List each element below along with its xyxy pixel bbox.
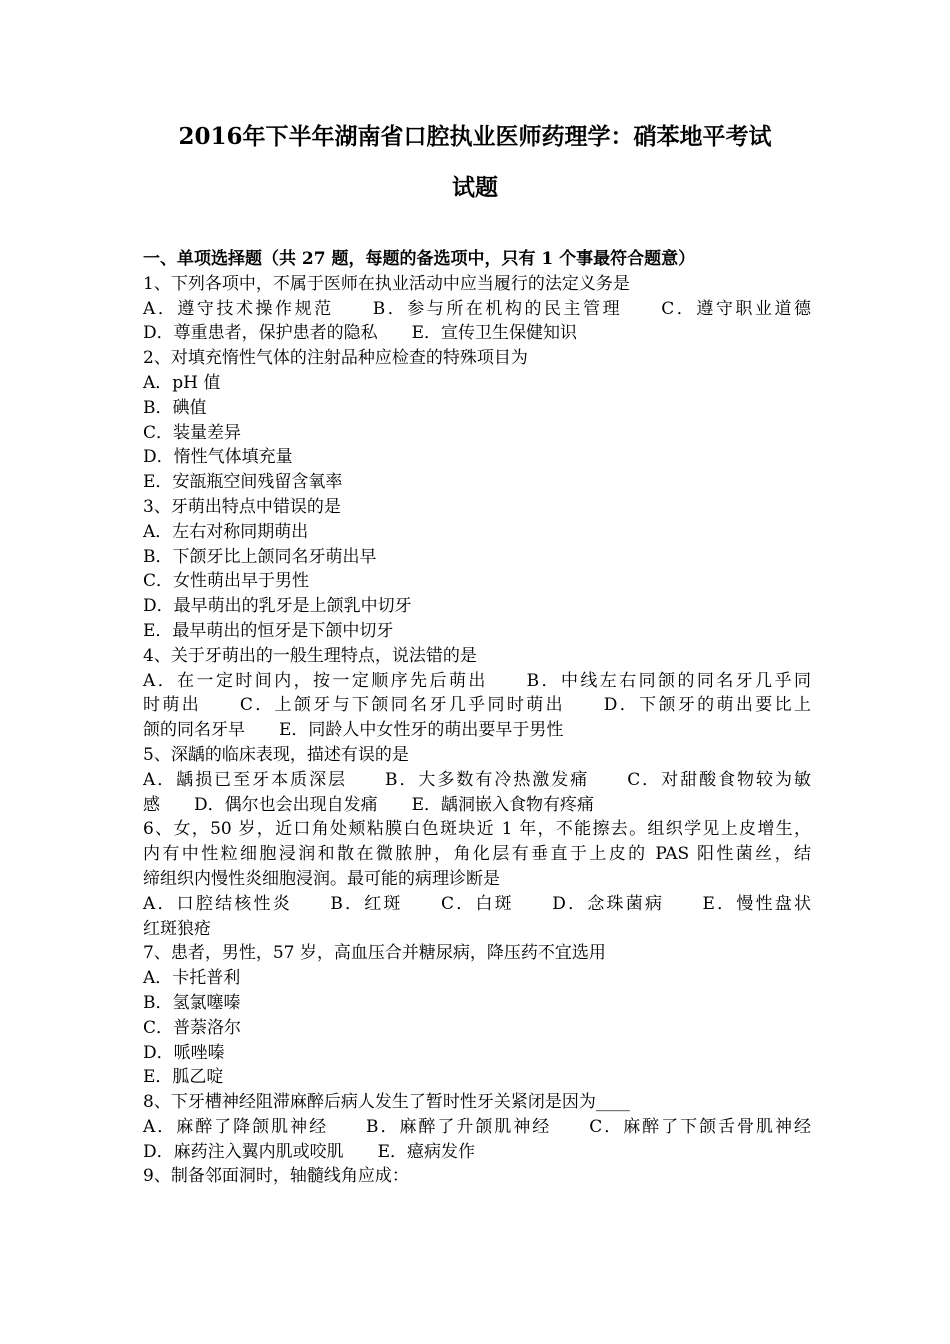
option-line: C．女性萌出早于男性 — [143, 571, 310, 592]
text-line: 内有中性粒细胞浸润和散在微脓肿，角化层有垂直于上皮的 PAS 阳性菌丝，结 — [143, 844, 811, 865]
document-title-continued: 试题 — [452, 174, 498, 201]
text-line: A．口腔结核性炎 B．红斑 C．白斑 D．念珠菌病 E．慢性盘状 — [143, 893, 811, 914]
text-line: 6、女，50 岁，近口角处颊粘膜白色斑块近 1 年，不能擦去。组织学见上皮增生， — [143, 819, 811, 840]
text-line: A．龋损已至牙本质深层 B．大多数有冷热激发痛 C．对甜酸食物较为敏 — [143, 769, 811, 790]
question-stem: 1、下列各项中，不属于医师在执业活动中应当履行的法定义务是 — [143, 273, 630, 294]
text-line: A．遵守技术操作规范 B．参与所在机构的民主管理 C．遵守职业道德 — [143, 298, 811, 319]
question-stem: 8、下牙槽神经阻滞麻醉后病人发生了暂时性牙关紧闭是因为____ — [143, 1092, 630, 1113]
option-line: E．胍乙啶 — [143, 1067, 224, 1088]
exam-content — [143, 247, 811, 1189]
option-line: A．pH 值 — [143, 372, 221, 393]
option-line: 缔组织内慢性炎细胞浸润。最可能的病理诊断是 — [143, 868, 500, 889]
option-line: E．安瓿瓶空间残留含氧率 — [143, 472, 343, 493]
option-line: B．下颌牙比上颌同名牙萌出早 — [143, 546, 377, 567]
question-stem: 2、对填充惰性气体的注射品种应检查的特殊项目为 — [143, 348, 528, 369]
text-line: A．在一定时间内，按一定顺序先后萌出 B．中线左右同颌的同名牙几乎同 — [143, 670, 811, 691]
option-line: 红斑狼疮 — [143, 918, 211, 939]
question-stem: 9、制备邻面洞时，轴髓线角应成： — [143, 1166, 409, 1187]
question-stem: 4、关于牙萌出的一般生理特点，说法错的是 — [143, 645, 477, 666]
question-stem: 7、患者，男性，57 岁，高血压合并糖尿病，降压药不宜选用 — [143, 943, 606, 964]
question-stem: 5、深龋的临床表现，描述有误的是 — [143, 744, 409, 765]
option-line: D．惰性气体填充量 — [143, 447, 293, 468]
text-line: 时萌出 C．上颌牙与下颌同名牙几乎同时萌出 D．下颌牙的萌出要比上 — [143, 695, 811, 716]
document-title: 2016年下半年湖南省口腔执业医师药理学：硝苯地平考试 — [178, 123, 772, 150]
option-line: 颌的同名牙早 E．同龄人中女性牙的萌出要早于男性 — [143, 720, 564, 741]
option-line: E．最早萌出的恒牙是下颌中切牙 — [143, 620, 394, 641]
option-line: A．左右对称同期萌出 — [143, 521, 309, 542]
option-line: C．普萘洛尔 — [143, 1017, 242, 1038]
option-line: B．氢氯噻嗪 — [143, 992, 241, 1013]
option-line: D．麻药注入翼内肌或咬肌 E．癔病发作 — [143, 1141, 476, 1162]
question-stem: 3、牙萌出特点中错误的是 — [143, 496, 341, 517]
option-line: B．碘值 — [143, 397, 207, 418]
option-line: C．装量差异 — [143, 422, 242, 443]
option-line: D．哌唑嗪 — [143, 1042, 225, 1063]
option-line: 感 D．偶尔也会出现自发痛 E．龋洞嵌入食物有疼痛 — [143, 794, 595, 815]
question-lines — [143, 272, 811, 1189]
text-line: A．麻醉了降颌肌神经 B．麻醉了升颌肌神经 C．麻醉了下颌舌骨肌神经 — [143, 1116, 811, 1137]
option-line: D．尊重患者，保护患者的隐私 E．宣传卫生保健知识 — [143, 323, 578, 344]
option-line: A．卡托普利 — [143, 968, 241, 989]
option-line: D．最早萌出的乳牙是上颌乳中切牙 — [143, 596, 412, 617]
section-header: 一、单项选择题（共 27 题，每题的备选项中，只有 1 个事最符合题意） — [143, 249, 696, 269]
